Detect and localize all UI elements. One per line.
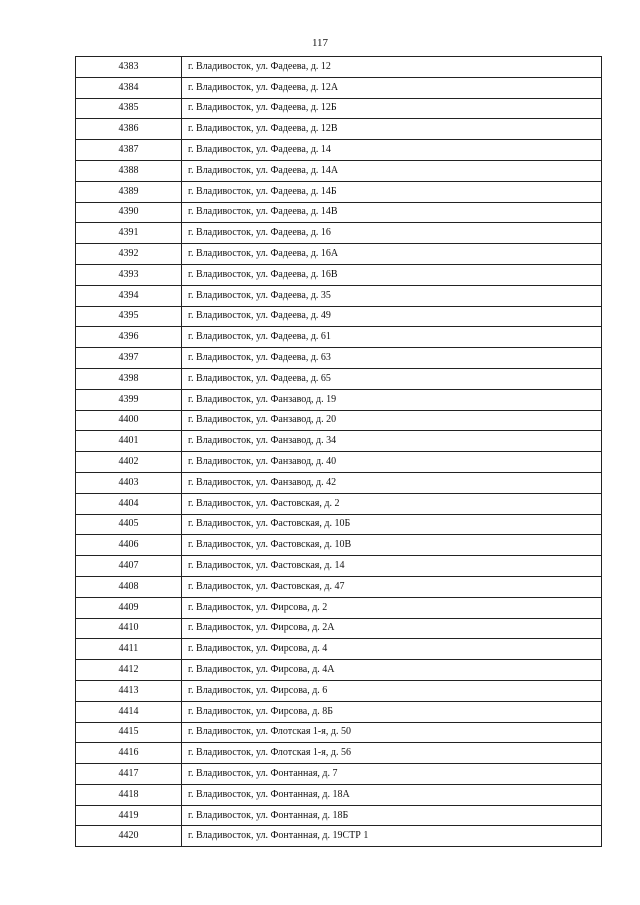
table-row [76,764,602,785]
address-cell: г. Владивосток, ул. Фадеева, д. 12В [182,119,602,140]
row-number-cell: 4383 [76,57,182,78]
table-row [76,514,602,535]
row-number-cell: 4400 [76,410,182,431]
table-row [76,556,602,577]
row-number-cell: 4391 [76,223,182,244]
row-number-cell: 4397 [76,348,182,369]
table-row [76,472,602,493]
address-cell: г. Владивосток, ул. Фанзавод, д. 19 [182,389,602,410]
address-cell: г. Владивосток, ул. Фастовская, д. 14 [182,556,602,577]
address-cell: г. Владивосток, ул. Фадеева, д. 63 [182,348,602,369]
address-cell: г. Владивосток, ул. Фадеева, д. 12 [182,57,602,78]
address-cell: г. Владивосток, ул. Фонтанная, д. 18А [182,784,602,805]
address-cell: г. Владивосток, ул. Фадеева, д. 16В [182,264,602,285]
table-row [76,264,602,285]
row-number-cell: 4416 [76,743,182,764]
row-number-cell: 4393 [76,264,182,285]
address-cell: г. Владивосток, ул. Фонтанная, д. 19СТР 1 [182,826,602,847]
page-number: 117 [311,37,329,49]
table-row [76,576,602,597]
address-cell: г. Владивосток, ул. Фанзавод, д. 20 [182,410,602,431]
row-number-cell: 4403 [76,472,182,493]
address-cell: г. Владивосток, ул. Фадеева, д. 14Б [182,181,602,202]
row-number-cell: 4415 [76,722,182,743]
address-cell: г. Владивосток, ул. Фадеева, д. 61 [182,327,602,348]
table-row [76,140,602,161]
address-cell: г. Владивосток, ул. Фастовская, д. 10В [182,535,602,556]
row-number-cell: 4405 [76,514,182,535]
address-cell: г. Владивосток, ул. Фастовская, д. 47 [182,576,602,597]
row-number-cell: 4417 [76,764,182,785]
table-row [76,743,602,764]
row-number-cell: 4414 [76,701,182,722]
table-row [76,244,602,265]
row-number-cell: 4394 [76,285,182,306]
row-number-cell: 4392 [76,244,182,265]
row-number-cell: 4407 [76,556,182,577]
address-cell: г. Владивосток, ул. Фадеева, д. 14 [182,140,602,161]
row-number-cell: 4399 [76,389,182,410]
table-row [76,57,602,78]
table-row [76,160,602,181]
address-cell: г. Владивосток, ул. Фастовская, д. 10Б [182,514,602,535]
row-number-cell: 4411 [76,639,182,660]
address-cell: г. Владивосток, ул. Фадеева, д. 14А [182,160,602,181]
table-row [76,181,602,202]
table-row [76,618,602,639]
address-cell: г. Владивосток, ул. Фадеева, д. 16А [182,244,602,265]
table-row [76,660,602,681]
table-row [76,597,602,618]
table-row [76,535,602,556]
table-row [76,701,602,722]
table-row [76,452,602,473]
row-number-cell: 4410 [76,618,182,639]
row-number-cell: 4409 [76,597,182,618]
table-row [76,639,602,660]
table-row [76,285,602,306]
row-number-cell: 4401 [76,431,182,452]
table-row [76,202,602,223]
table-row [76,77,602,98]
address-cell: г. Владивосток, ул. Фонтанная, д. 7 [182,764,602,785]
table-row [76,348,602,369]
address-cell: г. Владивосток, ул. Фадеева, д. 14В [182,202,602,223]
table-row [76,784,602,805]
address-cell: г. Владивосток, ул. Фонтанная, д. 18Б [182,805,602,826]
row-number-cell: 4388 [76,160,182,181]
address-table-body [76,57,602,847]
row-number-cell: 4404 [76,493,182,514]
table-row [76,327,602,348]
table-row [76,98,602,119]
row-number-cell: 4389 [76,181,182,202]
row-number-cell: 4390 [76,202,182,223]
address-cell: г. Владивосток, ул. Фанзавод, д. 34 [182,431,602,452]
table-row [76,722,602,743]
table-row [76,389,602,410]
address-cell: г. Владивосток, ул. Фадеева, д. 49 [182,306,602,327]
row-number-cell: 4395 [76,306,182,327]
address-cell: г. Владивосток, ул. Фадеева, д. 16 [182,223,602,244]
address-cell: г. Владивосток, ул. Фадеева, д. 35 [182,285,602,306]
address-cell: г. Владивосток, ул. Фанзавод, д. 42 [182,472,602,493]
address-table [75,56,602,847]
row-number-cell: 4386 [76,119,182,140]
address-cell: г. Владивосток, ул. Фирсова, д. 2 [182,597,602,618]
table-row [76,431,602,452]
table-row [76,119,602,140]
row-number-cell: 4413 [76,680,182,701]
row-number-cell: 4385 [76,98,182,119]
row-number-cell: 4412 [76,660,182,681]
address-cell: г. Владивосток, ул. Фирсова, д. 4А [182,660,602,681]
table-row [76,805,602,826]
address-cell: г. Владивосток, ул. Фастовская, д. 2 [182,493,602,514]
row-number-cell: 4402 [76,452,182,473]
table-row [76,680,602,701]
row-number-cell: 4408 [76,576,182,597]
address-cell: г. Владивосток, ул. Фадеева, д. 12А [182,77,602,98]
table-row [76,223,602,244]
table-row [76,306,602,327]
row-number-cell: 4387 [76,140,182,161]
table-row [76,368,602,389]
table-row [76,410,602,431]
address-cell: г. Владивосток, ул. Флотская 1-я, д. 56 [182,743,602,764]
row-number-cell: 4396 [76,327,182,348]
row-number-cell: 4419 [76,805,182,826]
address-cell: г. Владивосток, ул. Фадеева, д. 12Б [182,98,602,119]
row-number-cell: 4420 [76,826,182,847]
address-cell: г. Владивосток, ул. Фирсова, д. 2А [182,618,602,639]
address-cell: г. Владивосток, ул. Фирсова, д. 4 [182,639,602,660]
address-cell: г. Владивосток, ул. Фирсова, д. 6 [182,680,602,701]
row-number-cell: 4418 [76,784,182,805]
address-cell: г. Владивосток, ул. Фанзавод, д. 40 [182,452,602,473]
table-row [76,493,602,514]
table-row [76,826,602,847]
row-number-cell: 4398 [76,368,182,389]
address-cell: г. Владивосток, ул. Фадеева, д. 65 [182,368,602,389]
address-cell: г. Владивосток, ул. Флотская 1-я, д. 50 [182,722,602,743]
row-number-cell: 4384 [76,77,182,98]
row-number-cell: 4406 [76,535,182,556]
address-cell: г. Владивосток, ул. Фирсова, д. 8Б [182,701,602,722]
